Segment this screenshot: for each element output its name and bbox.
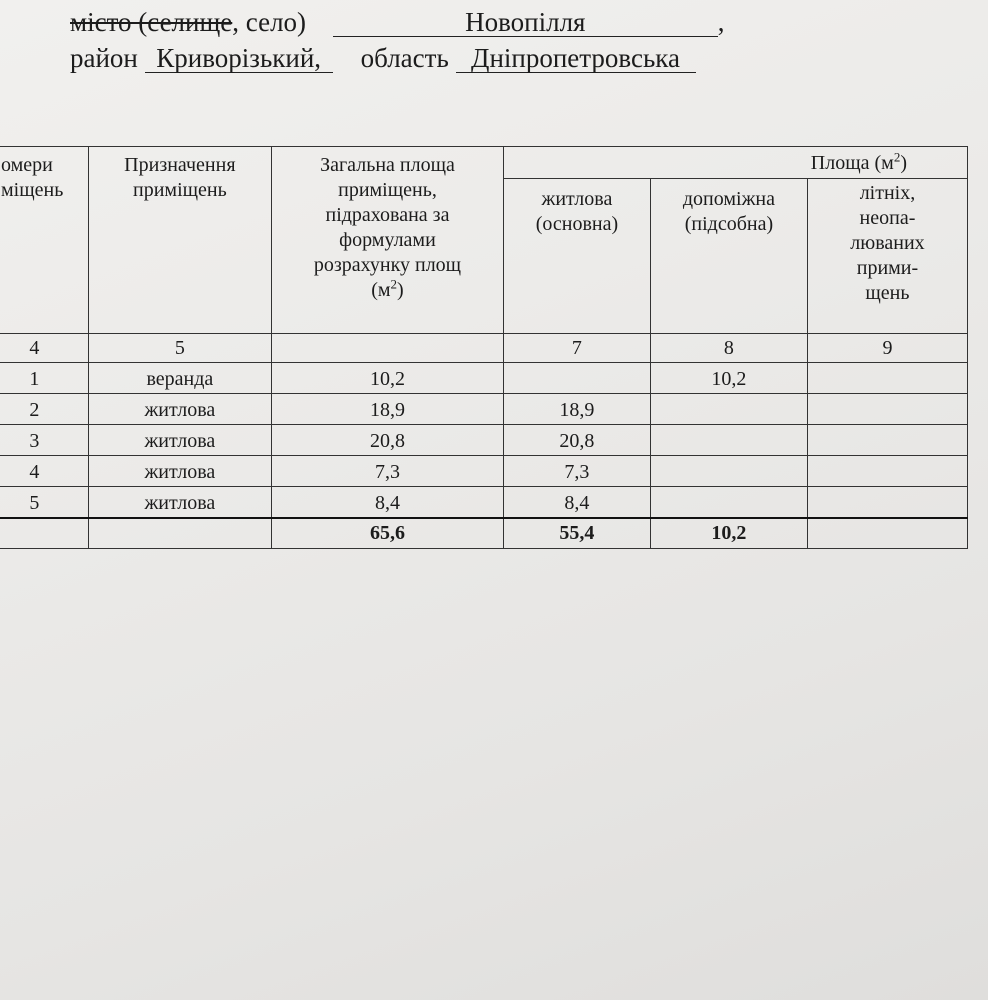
table-row (0, 363, 968, 394)
header-room-purpose: Призначення приміщень (88, 147, 271, 334)
colnum-1: 4 (0, 334, 88, 363)
colnum-2: 5 (88, 334, 271, 363)
struck-settlement-type: місто (селище (70, 7, 233, 37)
total-area: 65,6 (272, 518, 504, 549)
district-name: Криворізький, (145, 44, 333, 73)
cell-aux (650, 394, 807, 425)
region-label: область (360, 43, 449, 73)
cell-total: 18,9 (272, 394, 504, 425)
district-label: район (70, 43, 138, 73)
cell-living (503, 363, 650, 394)
cell-room-no: 5 (0, 487, 88, 519)
cell-total: 7,3 (272, 456, 504, 487)
cell-aux: 10,2 (650, 363, 807, 394)
cell-purpose: житлова (88, 394, 271, 425)
header-area-group: Площа $(м^2)$ (503, 147, 967, 179)
colnum-6: 9 (807, 334, 967, 363)
table-row (0, 425, 968, 456)
cell-purpose: житлова (88, 456, 271, 487)
cell-room-no: 3 (0, 425, 88, 456)
cell-total: 20,8 (272, 425, 504, 456)
table-row (0, 394, 968, 425)
totals-row (0, 518, 968, 549)
cell-aux (650, 487, 807, 519)
cell-living: 8,4 (503, 487, 650, 519)
total-purpose (88, 518, 271, 549)
region-name: Дніпропетровська (456, 44, 696, 73)
cell-total: 8,4 (272, 487, 504, 519)
cell-summer (807, 425, 967, 456)
cell-aux (650, 456, 807, 487)
colnum-4: 7 (503, 334, 650, 363)
cell-living: 18,9 (503, 394, 650, 425)
header-total-area: Загальна площа приміщень, підрахована за формулами розрахунку площ $(м^2)$ (272, 147, 504, 334)
colnum-3 (272, 334, 504, 363)
cell-purpose: веранда (88, 363, 271, 394)
cell-summer (807, 394, 967, 425)
cell-aux (650, 425, 807, 456)
table-row (0, 487, 968, 519)
total-living: 55,4 (503, 518, 650, 549)
total-room-no (0, 518, 88, 549)
cell-summer (807, 456, 967, 487)
header-room-number: омери міщень (0, 147, 88, 334)
total-summer (807, 518, 967, 549)
line1-comma: , (717, 7, 725, 37)
header-aux-area: допоміжна (підсобна) (650, 178, 807, 333)
cell-summer (807, 487, 967, 519)
cell-summer (807, 363, 967, 394)
cell-room-no: 1 (0, 363, 88, 394)
column-numbers-row (0, 334, 968, 363)
colnum-5: 8 (650, 334, 807, 363)
rooms-area-table (0, 146, 968, 549)
cell-living: 20,8 (503, 425, 650, 456)
cell-purpose: житлова (88, 425, 271, 456)
table-row (0, 456, 968, 487)
cell-room-no: 2 (0, 394, 88, 425)
settlement-line (70, 8, 725, 37)
cell-purpose: житлова (88, 487, 271, 519)
district-region-line (70, 44, 696, 73)
settlement-type-rest: , село) (232, 7, 307, 37)
cell-room-no: 4 (0, 456, 88, 487)
header-living-area: житлова (основна) (503, 178, 650, 333)
total-aux: 10,2 (650, 518, 807, 549)
cell-total: 10,2 (272, 363, 504, 394)
village-name: Новопілля (333, 8, 718, 37)
header-summer-area: літніх, неопа- люваних прими- щень (807, 178, 967, 333)
header-row-1 (0, 147, 968, 179)
cell-living: 7,3 (503, 456, 650, 487)
